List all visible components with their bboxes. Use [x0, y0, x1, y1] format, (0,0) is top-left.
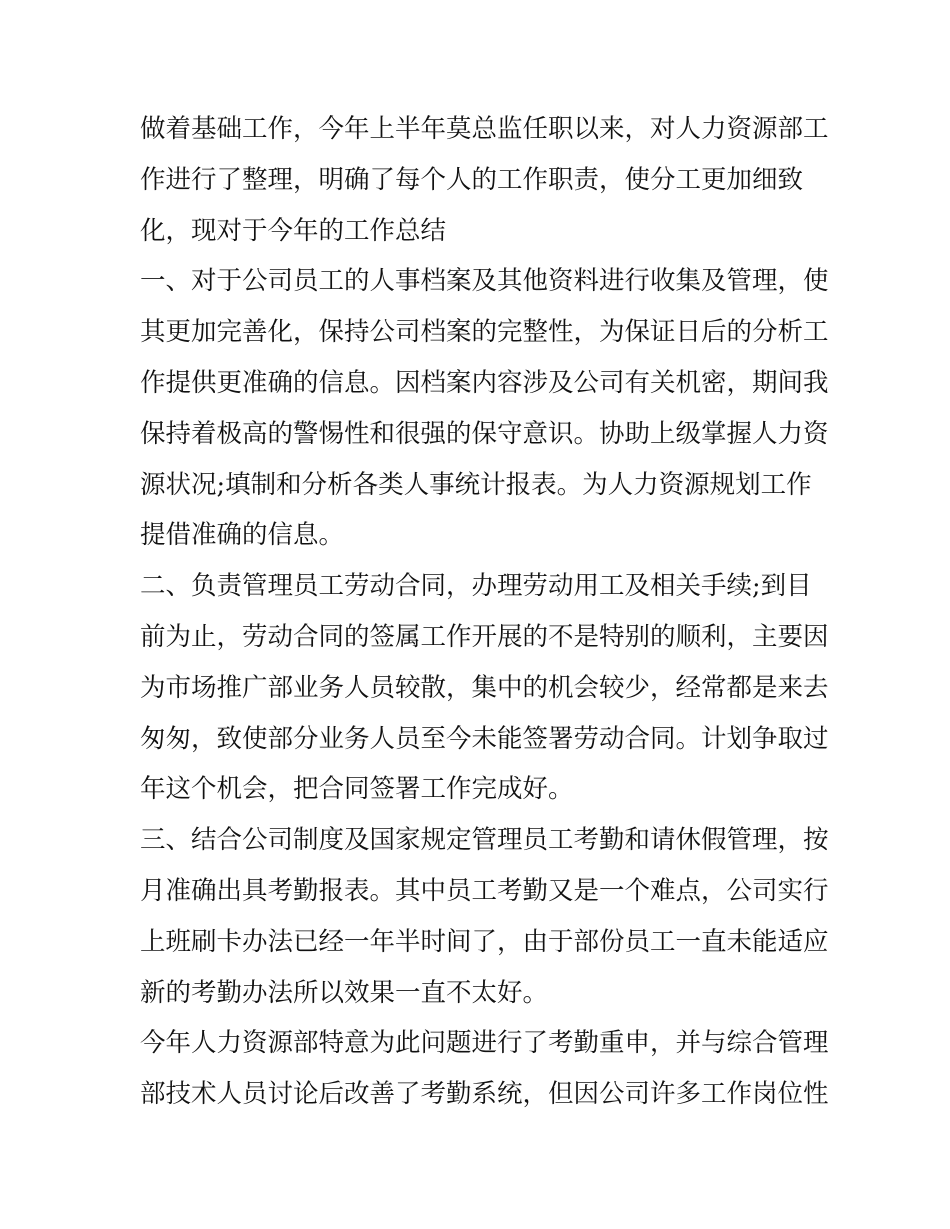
text-line: 部技术人员讨论后改善了考勤系统，但因公司许多工作岗位性: [140, 1079, 829, 1110]
document-body: [140, 104, 829, 1120]
text-line: 为市场推广部业务人员较散，集中的机会较少，经常都是来去: [140, 672, 829, 703]
text-line: 新的考勤办法所以效果一直不太好。: [140, 977, 549, 1008]
text-line: 其更加完善化，保持公司档案的完整性，为保证日后的分析工: [140, 317, 829, 348]
text-line: 做着基础工作，今年上半年莫总监任职以来，对人力资源部工: [140, 114, 829, 144]
text-line: 上班刷卡办法已经一年半时间了，由于部份员工一直未能适应: [140, 926, 829, 957]
text-line: 一、对于公司员工的人事档案及其他资料进行收集及管理，使: [140, 266, 829, 297]
text-line: 化，现对于今年的工作总结: [140, 215, 447, 246]
text-line: 匆匆，致使部分业务人员至今未能签署劳动合同。计划争取过: [140, 723, 829, 754]
text-line: 源状况;填制和分析各类人事统计报表。为人力资源规划工作: [140, 469, 812, 500]
text-line: 年这个机会，把合同签署工作完成好。: [140, 774, 574, 805]
text-line: 前为止，劳动合同的签属工作开展的不是特别的顺利，主要因: [140, 621, 829, 652]
text-line: 提借准确的信息。: [140, 520, 345, 551]
text-line: 作进行了整理，明确了每个人的工作职责，使分工更加细致: [140, 164, 804, 195]
text-line: 作提供更准确的信息。因档案内容涉及公司有关机密，期间我: [140, 367, 829, 398]
text-line: 月准确出具考勤报表。其中员工考勤又是一个难点，公司实行: [140, 875, 829, 906]
text-line: 二、负责管理员工劳动合同，办理劳动用工及相关手续;到目: [140, 571, 812, 602]
text-line: 三、结合公司制度及国家规定管理员工考勤和请休假管理，按: [140, 825, 829, 856]
text-line: 保持着极高的警惕性和很强的保守意识。协助上级掌握人力资: [140, 418, 829, 449]
text-line: 今年人力资源部特意为此问题进行了考勤重申，并与综合管理: [140, 1028, 829, 1059]
